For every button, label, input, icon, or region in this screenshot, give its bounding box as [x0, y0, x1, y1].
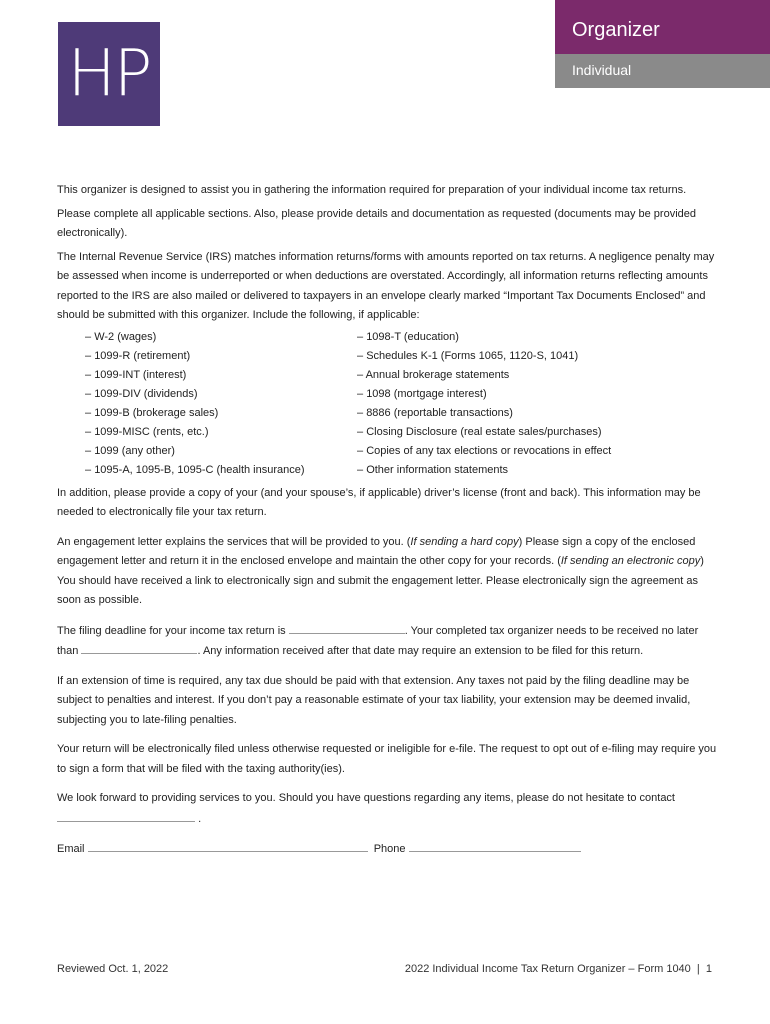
banner-title: Organizer — [555, 0, 770, 54]
deadline-paragraph — [57, 621, 717, 662]
deadline-text: . Any information received after that date may require an extension to be filed for this return. — [197, 645, 644, 657]
banner-subtitle: Individual — [555, 54, 770, 88]
email-label: Email — [57, 843, 85, 855]
phone-label: Phone — [373, 843, 406, 855]
forms-list-right — [357, 328, 611, 480]
contact-name-field[interactable] — [57, 809, 195, 822]
document-body — [57, 181, 717, 864]
list-item: – 8886 (reportable transactions) — [357, 404, 611, 423]
list-item: – W-2 (wages) — [85, 328, 357, 347]
filing-deadline-field[interactable] — [289, 621, 405, 634]
list-item: – 1099-DIV (dividends) — [85, 385, 357, 404]
footer-review-date: Reviewed Oct. 1, 2022 — [57, 963, 169, 975]
closing-text: We look forward to providing services to you. Should you have questions regarding any items, please do not hesitate to contact — [57, 792, 675, 804]
engagement-hard-copy: If sending a hard copy — [410, 535, 519, 548]
deadline-text: The filing deadline for your income tax return is — [57, 624, 289, 637]
list-item: – 1099-INT (interest) — [85, 366, 357, 385]
list-item: – 1098-T (education) — [357, 328, 611, 347]
email-field[interactable] — [88, 839, 368, 852]
list-item: – Copies of any tax elections or revocations in effect — [357, 442, 611, 461]
header-banner — [555, 0, 770, 88]
intro-paragraph-2: Please complete all applicable sections. Also, please provide details and documentation as requested (documents may be provided electronically). — [57, 207, 696, 239]
engagement-text: ) You should have received a link to electronically sign and submit the engagement letter. Please electronically sign the agreement as soon as possible. — [57, 555, 704, 606]
extension-paragraph: If an extension of time is required, any tax due should be paid with that extension. Any taxes not paid by the filing deadline may be subject to penalties and interest. If you don’t pay a reasonable estimate of your tax liability, your extension may be deemed invalid, subjecting you to late-filing penalties. — [57, 674, 691, 726]
list-item: – Schedules K-1 (Forms 1065, 1120-S, 1041) — [357, 347, 611, 366]
intro-paragraph-1: This organizer is designed to assist you in gathering the information required for preparation of your individual income tax returns. — [57, 184, 687, 196]
list-item: – Closing Disclosure (real estate sales/purchases) — [357, 423, 611, 442]
deadline-text: . Your completed tax organizer needs to be received no later than — [57, 624, 699, 657]
list-item: – 1099 (any other) — [85, 442, 357, 461]
engagement-text: ) Please sign a copy of the enclosed engagement letter and return it in the enclosed envelope and maintain the other copy for your records. ( — [57, 535, 696, 567]
closing-paragraph — [57, 789, 717, 829]
firm-logo — [58, 22, 160, 126]
engagement-text: An engagement letter explains the services that will be provided to you. ( — [57, 535, 411, 548]
footer-form-title: 2022 Individual Income Tax Return Organizer – Form 1040 | 1 — [404, 963, 712, 975]
forms-list-left — [57, 328, 357, 480]
list-item: – Other information statements — [357, 461, 611, 480]
intro-paragraph-3: The Internal Revenue Service (IRS) matches information returns/forms with amounts reported on tax returns. A negligence penalty may be assessed when income is underreported or when deductions are overstated. Accordingly, all information returns reflecting amounts reported to the IRS are also mailed or delivered to taxpayers in an envelope clearly marked “Important Tax Documents Enclosed” and should be submitted with this organizer. Include the following, if applicable: — [57, 250, 715, 321]
closing-period: . — [198, 812, 202, 825]
phone-field[interactable] — [409, 839, 581, 852]
engagement-paragraph — [57, 533, 717, 611]
forms-list — [57, 328, 717, 480]
license-paragraph: In addition, please provide a copy of your (and your spouse’s, if applicable) driver’s license (front and back). This information may be needed to electronically file your tax return. — [57, 486, 701, 518]
engagement-electronic-copy: If sending an electronic copy — [560, 555, 701, 567]
list-item: – 1099-MISC (rents, etc.) — [85, 423, 357, 442]
received-by-field[interactable] — [81, 641, 197, 654]
logo-text: HP — [67, 37, 151, 111]
efile-paragraph: Your return will be electronically filed unless otherwise requested or ineligible for e-file. The request to opt out of e-filing may require you to sign a form that will be filed with the taxing authority(ies). — [57, 743, 717, 775]
list-item: – Annual brokerage statements — [357, 366, 611, 385]
contact-line — [57, 839, 717, 860]
list-item: – 1098 (mortgage interest) — [357, 385, 611, 404]
list-item: – 1099-R (retirement) — [85, 347, 357, 366]
list-item: – 1099-B (brokerage sales) — [85, 404, 357, 423]
list-item: – 1095-A, 1095-B, 1095-C (health insurance) — [85, 461, 357, 480]
